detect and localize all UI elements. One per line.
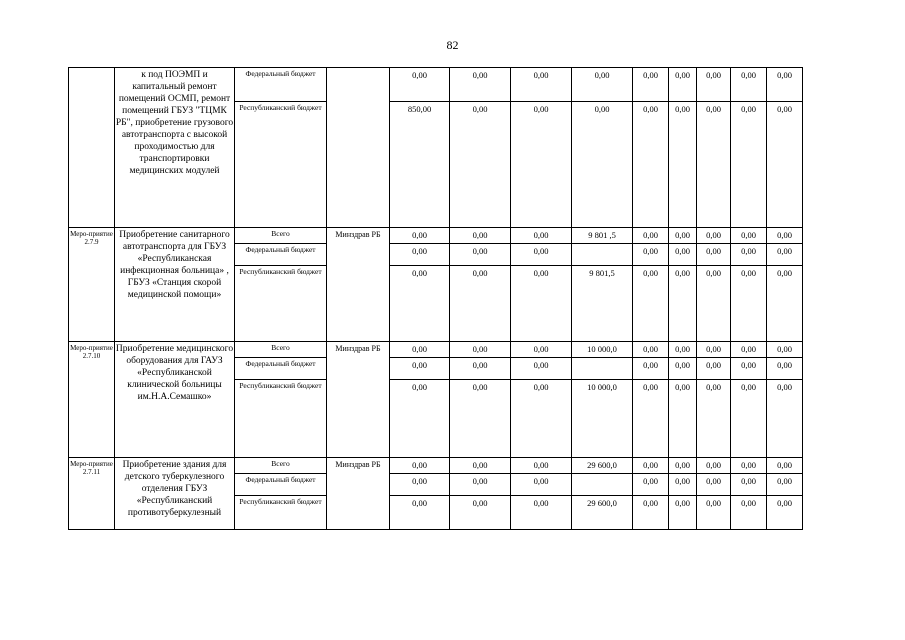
value-cell: 10 000,0 xyxy=(572,342,633,358)
value-cell: 0,00 xyxy=(731,496,767,530)
executor: Минздрав РБ xyxy=(327,458,390,530)
funding-source: Республиканский бюджет xyxy=(235,380,327,458)
value-cell: 0,00 xyxy=(633,244,669,266)
value-cell: 10 000,0 xyxy=(572,380,633,458)
value-cell: 29 600,0 xyxy=(572,496,633,530)
value-cell: 0,00 xyxy=(731,358,767,380)
value-cell: 0,00 xyxy=(633,68,669,102)
table-row xyxy=(69,342,803,358)
value-cell: 0,00 xyxy=(450,474,511,496)
measure-name: к под ПОЭМП и капитальный ремонт помещений ОСМП, ремонт помещений ГБУЗ "ТЦМК РБ", приобретение грузового автотранспорта с высокой проходимостью для транспортировки медицинских модулей xyxy=(115,68,235,228)
value-cell: 0,00 xyxy=(669,380,697,458)
value-cell: 0,00 xyxy=(731,342,767,358)
measure-code: Меро-приятие 2.7.9 xyxy=(69,228,115,342)
funding-source: Всего xyxy=(235,342,327,358)
value-cell: 0,00 xyxy=(731,228,767,244)
value-cell: 0,00 xyxy=(450,458,511,474)
value-cell: 0,00 xyxy=(767,474,803,496)
value-cell: 0,00 xyxy=(731,380,767,458)
value-cell: 0,00 xyxy=(767,496,803,530)
table-row xyxy=(69,68,803,102)
value-cell: 0,00 xyxy=(767,458,803,474)
measure-code: Меро-приятие 2.7.10 xyxy=(69,342,115,458)
value-cell: 0,00 xyxy=(697,496,731,530)
value-cell: 0,00 xyxy=(633,266,669,342)
value-cell: 0,00 xyxy=(697,358,731,380)
value-cell: 0,00 xyxy=(633,380,669,458)
value-cell: 0,00 xyxy=(731,458,767,474)
value-cell: 0,00 xyxy=(731,68,767,102)
value-cell: 0,00 xyxy=(697,68,731,102)
value-cell: 9 801 ,5 xyxy=(572,228,633,244)
value-cell: 0,00 xyxy=(669,458,697,474)
value-cell: 0,00 xyxy=(697,474,731,496)
budget-table xyxy=(68,67,803,530)
value-cell: 0,00 xyxy=(767,342,803,358)
value-cell: 0,00 xyxy=(669,228,697,244)
value-cell: 0,00 xyxy=(767,102,803,228)
value-cell: 0,00 xyxy=(390,266,450,342)
value-cell: 0,00 xyxy=(511,458,572,474)
value-cell: 0,00 xyxy=(669,102,697,228)
value-cell: 0,00 xyxy=(390,380,450,458)
value-cell: 0,00 xyxy=(450,244,511,266)
value-cell: 0,00 xyxy=(767,244,803,266)
funding-source: Федеральный бюджет xyxy=(235,68,327,102)
funding-source: Республиканский бюджет xyxy=(235,102,327,228)
value-cell: 0,00 xyxy=(390,244,450,266)
value-cell: 0,00 xyxy=(697,380,731,458)
value-cell: 0,00 xyxy=(390,474,450,496)
executor: Минздрав РБ xyxy=(327,228,390,342)
measure-name: Приобретение санитарного автотранспорта для ГБУЗ «Республиканская инфекционная больница» , ГБУЗ «Станция скорой медицинской помощи» xyxy=(115,228,235,342)
funding-source: Республиканский бюджет xyxy=(235,266,327,342)
value-cell: 0,00 xyxy=(511,496,572,530)
value-cell: 0,00 xyxy=(572,102,633,228)
table-row xyxy=(69,458,803,474)
measure-code: Меро-приятие 2.7.11 xyxy=(69,458,115,530)
value-cell: 0,00 xyxy=(450,342,511,358)
value-cell: 0,00 xyxy=(450,266,511,342)
value-cell: 0,00 xyxy=(511,266,572,342)
value-cell: 0,00 xyxy=(633,358,669,380)
value-cell: 0,00 xyxy=(697,228,731,244)
value-cell: 0,00 xyxy=(511,474,572,496)
value-cell: 0,00 xyxy=(767,266,803,342)
value-cell: 0,00 xyxy=(697,102,731,228)
value-cell: 0,00 xyxy=(511,244,572,266)
value-cell: 0,00 xyxy=(669,244,697,266)
value-cell: 0,00 xyxy=(450,102,511,228)
value-cell: 0,00 xyxy=(731,102,767,228)
value-cell: 0,00 xyxy=(390,228,450,244)
value-cell: 0,00 xyxy=(450,228,511,244)
value-cell: 0,00 xyxy=(511,358,572,380)
value-cell: 0,00 xyxy=(511,380,572,458)
page-number: 82 xyxy=(446,38,459,52)
executor: Минздрав РБ xyxy=(327,342,390,458)
value-cell: 0,00 xyxy=(767,68,803,102)
value-cell: 850,00 xyxy=(390,102,450,228)
value-cell: 0,00 xyxy=(511,342,572,358)
measure-code xyxy=(69,68,115,228)
value-cell: 0,00 xyxy=(633,496,669,530)
funding-source: Всего xyxy=(235,458,327,474)
value-cell: 0,00 xyxy=(669,266,697,342)
value-cell: 0,00 xyxy=(669,496,697,530)
executor xyxy=(327,68,390,228)
value-cell: 0,00 xyxy=(697,458,731,474)
value-cell: 0,00 xyxy=(731,474,767,496)
value-cell: 9 801,5 xyxy=(572,266,633,342)
value-cell: 0,00 xyxy=(767,228,803,244)
measure-name: Приобретение медицинского оборудования для ГАУЗ «Республиканской клинической больницы им.Н.А.Семашко» xyxy=(115,342,235,458)
value-cell: 0,00 xyxy=(697,266,731,342)
value-cell: 0,00 xyxy=(633,102,669,228)
value-cell: 0,00 xyxy=(767,380,803,458)
value-cell: 29 600,0 xyxy=(572,458,633,474)
measure-name: Приобретение здания для детского туберкулезного отделения ГБУЗ «Республиканский противотуберкулезный xyxy=(115,458,235,530)
value-cell: 0,00 xyxy=(669,68,697,102)
value-cell: 0,00 xyxy=(390,496,450,530)
funding-source: Республиканский бюджет xyxy=(235,496,327,530)
value-cell: 0,00 xyxy=(450,68,511,102)
value-cell: 0,00 xyxy=(697,342,731,358)
value-cell: 0,00 xyxy=(450,380,511,458)
value-cell xyxy=(572,244,633,266)
value-cell: 0,00 xyxy=(390,358,450,380)
value-cell xyxy=(572,358,633,380)
value-cell: 0,00 xyxy=(669,474,697,496)
value-cell: 0,00 xyxy=(669,342,697,358)
value-cell: 0,00 xyxy=(767,358,803,380)
value-cell: 0,00 xyxy=(390,342,450,358)
value-cell: 0,00 xyxy=(633,342,669,358)
value-cell: 0,00 xyxy=(669,358,697,380)
value-cell: 0,00 xyxy=(697,244,731,266)
funding-source: Федеральный бюджет xyxy=(235,244,327,266)
funding-source: Федеральный бюджет xyxy=(235,474,327,496)
funding-source: Федеральный бюджет xyxy=(235,358,327,380)
value-cell: 0,00 xyxy=(511,228,572,244)
value-cell: 0,00 xyxy=(450,358,511,380)
value-cell xyxy=(572,474,633,496)
value-cell: 0,00 xyxy=(511,102,572,228)
value-cell: 0,00 xyxy=(633,228,669,244)
value-cell: 0,00 xyxy=(633,458,669,474)
value-cell: 0,00 xyxy=(450,496,511,530)
value-cell: 0,00 xyxy=(390,68,450,102)
value-cell: 0,00 xyxy=(731,266,767,342)
value-cell: 0,00 xyxy=(390,458,450,474)
value-cell: 0,00 xyxy=(511,68,572,102)
value-cell: 0,00 xyxy=(633,474,669,496)
funding-source: Всего xyxy=(235,228,327,244)
value-cell: 0,00 xyxy=(731,244,767,266)
table-row xyxy=(69,228,803,244)
value-cell: 0,00 xyxy=(572,68,633,102)
